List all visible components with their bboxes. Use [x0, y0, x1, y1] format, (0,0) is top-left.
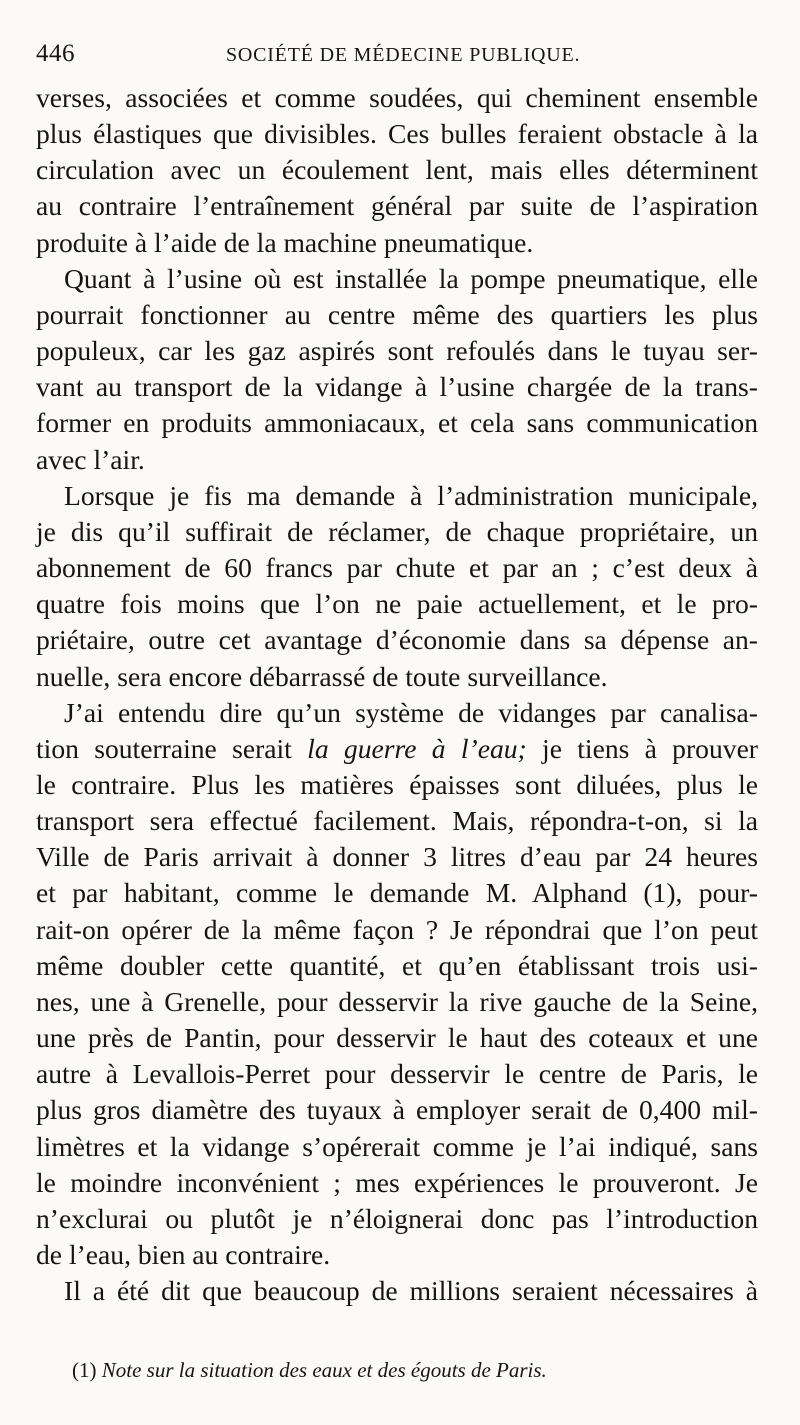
- text-line: Lorsque je fis ma demande à l’administration municipale,: [64, 479, 758, 511]
- paragraph-3: [36, 478, 758, 695]
- page-header: [36, 40, 760, 70]
- text-line: plus gros diamètre des tuyaux à employer serait de 0,400 mil-: [36, 1094, 758, 1126]
- text-line: Il a été dit que beaucoup de millions seraient nécessaires à: [64, 1275, 758, 1307]
- text-line: verses, associées et comme soudées, qui cheminent ensemble: [36, 82, 758, 113]
- text-line: je dis qu’il suffirait de réclamer, de chaque propriétaire, un: [36, 515, 758, 547]
- text-line: nuelle, sera encore débarrassé de toute surveillance.: [36, 660, 608, 692]
- text-line: le moindre inconvénient ; mes expériences le prouveront. Je: [36, 1166, 758, 1198]
- text-line: populeux, car les gaz aspirés sont refoulés dans le tuyau ser-: [36, 335, 758, 367]
- text-run: tion souterraine serait: [36, 732, 308, 764]
- footnote: [72, 1356, 762, 1384]
- italic-text-run: la guerre à l’eau;: [307, 732, 527, 764]
- text-line: de l’eau, bien au contraire.: [36, 1239, 331, 1270]
- footnote-text: Note sur la situation des eaux et des égouts de Paris.: [101, 1358, 547, 1382]
- page-number: 446: [36, 40, 75, 67]
- text-line: produite à l’aide de la machine pneumatique.: [36, 226, 534, 258]
- paragraph-1: [36, 80, 758, 261]
- paragraph-4: [36, 695, 758, 1274]
- text-line: Ville de Paris arrivait à donner 3 litres d’eau par 24 heures: [36, 841, 758, 873]
- text-line: plus élastiques que divisibles. Ces bulles feraient obstacle à la: [36, 118, 758, 150]
- running-head: SOCIÉTÉ DE MÉDECINE PUBLIQUE.: [226, 44, 581, 66]
- text-line: même doubler cette quantité, et qu’en établissant trois usi-: [36, 949, 758, 981]
- text-line: former en produits ammoniacaux, et cela sans communication: [36, 407, 758, 439]
- text-line-with-italic: [36, 731, 758, 767]
- text-line: quatre fois moins que l’on ne paie actuellement, et le pro-: [36, 588, 758, 620]
- text-line: pourrait fonctionner au centre même des quartiers les plus: [36, 298, 758, 330]
- footnote-marker: (1): [72, 1358, 97, 1382]
- text-line: vant au transport de la vidange à l’usine chargée de la trans-: [36, 371, 758, 403]
- text-line: une près de Pantin, pour desservir le haut des coteaux et une: [36, 1022, 758, 1054]
- text-line: rait-on opérer de la même façon ? Je répondrai que l’on peut: [36, 913, 758, 945]
- text-line: transport sera effectué facilement. Mais, répondra-t-on, si la: [36, 805, 758, 837]
- text-line: le contraire. Plus les matières épaisses sont diluées, plus le: [36, 768, 758, 800]
- text-line: n’exclurai ou plutôt je n’éloignerai donc pas l’introduction: [36, 1202, 758, 1234]
- text-line: J’ai entendu dire qu’un système de vidanges par canalisa-: [64, 696, 758, 728]
- text-line: circulation avec un écoulement lent, mais elles déterminent: [36, 154, 758, 186]
- text-line: limètres et la vidange s’opérerait comme je l’ai indiqué, sans: [36, 1130, 758, 1162]
- text-line: abonnement de 60 francs par chute et par an ; c’est deux à: [36, 552, 758, 584]
- page-body: [36, 80, 758, 1309]
- paragraph-5: [36, 1273, 758, 1309]
- text-line: avec l’air.: [36, 443, 145, 475]
- text-line: Quant à l’usine où est installée la pompe pneumatique, elle: [64, 262, 758, 294]
- text-line: nes, une à Grenelle, pour desservir la rive gauche de la Seine,: [36, 985, 758, 1017]
- text-line: priétaire, outre cet avantage d’économie dans sa dépense an-: [36, 624, 758, 656]
- text-run: je tiens à prouver: [526, 732, 758, 764]
- text-line: et par habitant, comme le demande M. Alphand (1), pour-: [36, 877, 758, 909]
- text-line: autre à Levallois-Perret pour desservir le centre de Paris, le: [36, 1058, 758, 1090]
- text-line: au contraire l’entraînement général par suite de l’aspiration: [36, 190, 758, 222]
- paragraph-2: [36, 261, 758, 478]
